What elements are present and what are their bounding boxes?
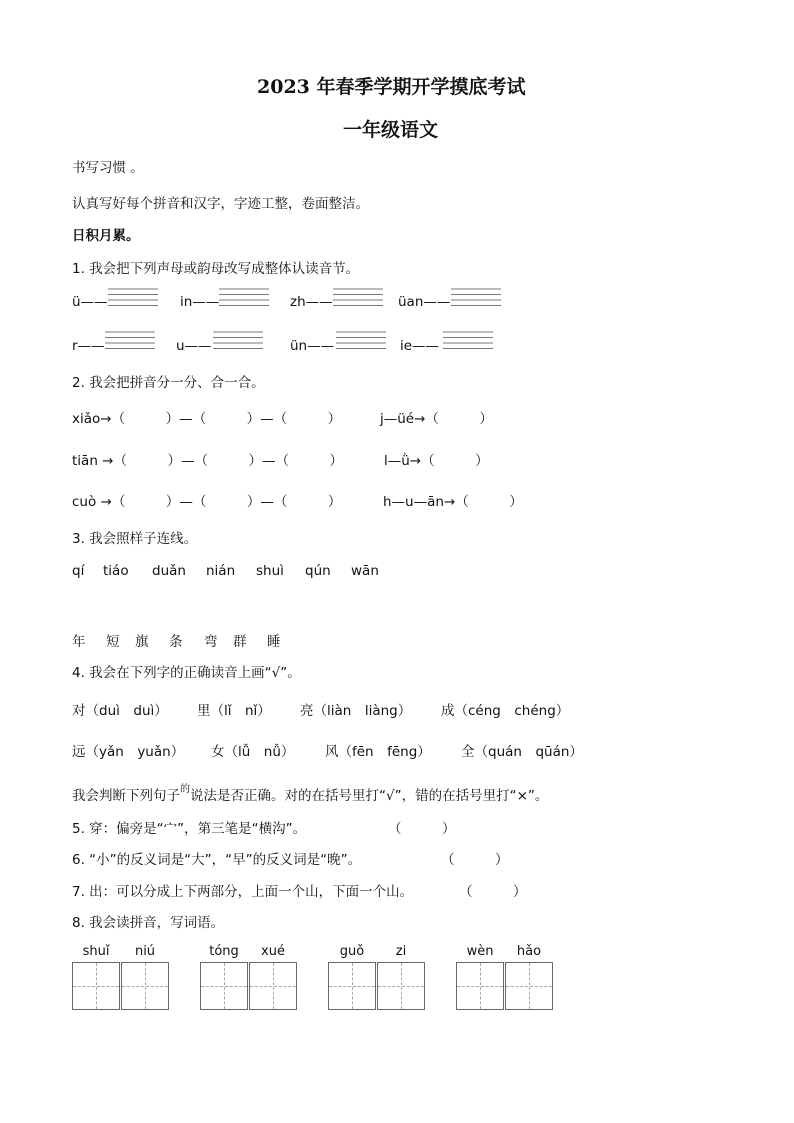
tian-zi-ge-box[interactable] bbox=[249, 962, 297, 1010]
four-line-grid[interactable] bbox=[443, 327, 493, 349]
pinyin-item[interactable]: wān bbox=[351, 563, 379, 579]
tian-zi-ge-box[interactable] bbox=[121, 962, 169, 1010]
page-subtitle: 一年级语文 bbox=[343, 119, 439, 141]
reading-choice[interactable]: 远（yǎn yuǎn） bbox=[72, 744, 185, 760]
q2-split-row[interactable]: cuò →（ ）—（ ）—（ ） bbox=[72, 494, 342, 510]
hanzi-item[interactable]: 短 bbox=[106, 634, 120, 650]
four-line-grid[interactable] bbox=[451, 284, 501, 306]
section-heading-habits: 书写习惯 。 bbox=[72, 160, 144, 176]
tian-zi-ge-box[interactable] bbox=[200, 962, 248, 1010]
q2-split-row[interactable]: tiān →（ ）—（ ）—（ ） bbox=[72, 453, 343, 469]
four-line-grid[interactable] bbox=[336, 327, 386, 349]
judge-item: 6. “小”的反义词是“大”，“早”的反义词是“晚”。 bbox=[72, 852, 362, 868]
q2-join-row[interactable]: j—üé→（ ） bbox=[380, 411, 493, 427]
pinyin-item[interactable]: tiáo bbox=[103, 563, 129, 579]
judge-item: 7. 出：可以分成上下两部分，上面一个山，下面一个山。 bbox=[72, 884, 414, 900]
tian-zi-ge-box[interactable] bbox=[505, 962, 553, 1010]
judge-answer-paren[interactable]: （ ） bbox=[388, 821, 456, 837]
q1-item: u—— bbox=[176, 338, 212, 354]
reading-choice[interactable]: 里（lǐ nǐ） bbox=[197, 703, 271, 719]
judge-instruction bbox=[72, 784, 548, 804]
judge-instruction-sup: 的 bbox=[180, 784, 190, 795]
four-line-grid[interactable] bbox=[333, 284, 383, 306]
tian-zi-ge-box[interactable] bbox=[456, 962, 504, 1010]
q1-item: zh—— bbox=[290, 294, 333, 310]
q1-item: ün—— bbox=[290, 338, 335, 354]
pinyin-item[interactable]: duǎn bbox=[152, 563, 186, 579]
four-line-grid[interactable] bbox=[108, 284, 158, 306]
pinyin-item[interactable]: qí bbox=[72, 563, 85, 579]
pinyin-label: xué bbox=[261, 944, 285, 959]
reading-choice[interactable]: 亮（liàn liàng） bbox=[300, 703, 412, 719]
tian-zi-ge-box[interactable] bbox=[377, 962, 425, 1010]
pinyin-label: guǒ bbox=[339, 944, 365, 959]
hanzi-item[interactable]: 睡 bbox=[267, 634, 281, 650]
q2-join-row[interactable]: l—ǜ→（ ） bbox=[384, 453, 489, 469]
hanzi-item[interactable]: 条 bbox=[169, 634, 183, 650]
hanzi-item[interactable]: 旗 bbox=[135, 634, 149, 650]
hanzi-item[interactable]: 弯 bbox=[204, 634, 218, 650]
pinyin-label: tóng bbox=[209, 944, 239, 959]
q1-item: ü—— bbox=[72, 294, 108, 310]
four-line-grid[interactable] bbox=[219, 284, 269, 306]
reading-choice[interactable]: 风（fēn fēng） bbox=[325, 744, 431, 760]
reading-choice[interactable]: 成（céng chéng） bbox=[441, 703, 570, 719]
judge-item: 5. 穿：偏旁是“宀”，第三笔是“横沟”。 bbox=[72, 821, 307, 837]
question-1-prompt: 1. 我会把下列声母或韵母改写成整体认读音节。 bbox=[72, 261, 360, 277]
question-2-prompt: 2. 我会把拼音分一分、合一合。 bbox=[72, 375, 265, 391]
q2-join-row[interactable]: h—u—ān→（ ） bbox=[383, 494, 523, 510]
judge-answer-paren[interactable]: （ ） bbox=[459, 884, 527, 900]
four-line-grid[interactable] bbox=[105, 327, 155, 349]
reading-choice[interactable]: 全（quán qūán） bbox=[461, 744, 583, 760]
pinyin-label: niú bbox=[134, 944, 156, 959]
tian-zi-ge-box[interactable] bbox=[72, 962, 120, 1010]
reading-choice[interactable]: 对（duì duì） bbox=[72, 703, 168, 719]
section-heading-daily: 日积月累。 bbox=[72, 228, 140, 244]
tian-zi-ge-box[interactable] bbox=[328, 962, 376, 1010]
q2-split-row[interactable]: xiǎo→（ ）—（ ）—（ ） bbox=[72, 411, 342, 427]
q1-item: üan—— bbox=[398, 294, 451, 310]
hanzi-item[interactable]: 年 bbox=[72, 634, 86, 650]
four-line-grid[interactable] bbox=[213, 327, 263, 349]
question-3-prompt: 3. 我会照样子连线。 bbox=[72, 531, 198, 547]
judge-answer-paren[interactable]: （ ） bbox=[441, 852, 509, 868]
pinyin-item[interactable]: qún bbox=[305, 563, 331, 579]
judge-instruction-a: 我会判断下列句子 bbox=[72, 788, 180, 804]
question-4-prompt: 4. 我会在下列字的正确读音上画“√”。 bbox=[72, 665, 301, 681]
hanzi-item[interactable]: 群 bbox=[233, 634, 247, 650]
pinyin-label: shuǐ bbox=[82, 944, 110, 959]
habits-text: 认真写好每个拼音和汉字，字迹工整，卷面整洁。 bbox=[72, 196, 369, 212]
pinyin-item[interactable]: nián bbox=[206, 563, 236, 579]
pinyin-label: hǎo bbox=[516, 944, 542, 959]
pinyin-item[interactable]: shuì bbox=[256, 563, 284, 579]
pinyin-label: wèn bbox=[466, 944, 494, 959]
q1-item: in—— bbox=[180, 294, 220, 310]
q1-item: ie—— bbox=[400, 338, 440, 354]
question-8-prompt: 8. 我会读拼音，写词语。 bbox=[72, 915, 225, 931]
page-title: 2023 年春季学期开学摸底考试 bbox=[257, 76, 526, 98]
pinyin-label: zi bbox=[395, 944, 407, 959]
reading-choice[interactable]: 女（lǚ nǚ） bbox=[211, 744, 295, 760]
q1-item: r—— bbox=[72, 338, 105, 354]
judge-instruction-b: 说法是否正确。对的在括号里打“√”，错的在括号里打“×”。 bbox=[190, 788, 549, 804]
